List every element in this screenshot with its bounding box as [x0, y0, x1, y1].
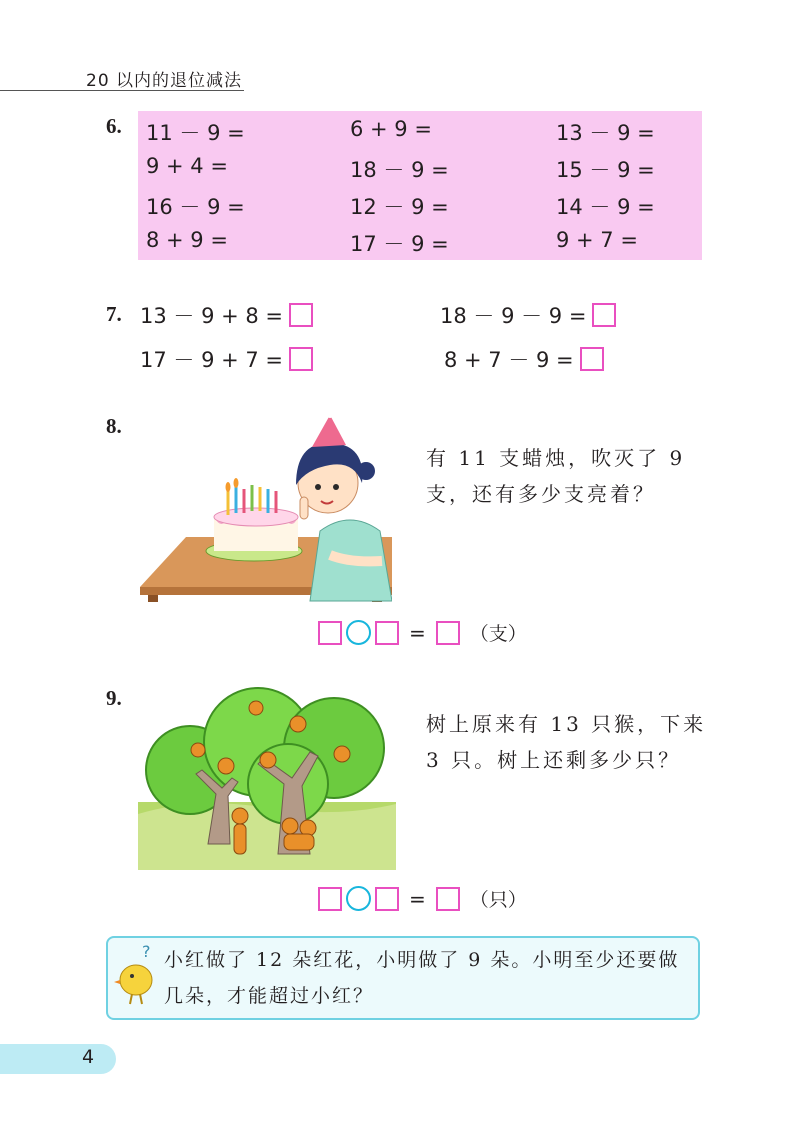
question-9-number: 9. [106, 686, 122, 710]
chain-calc-item [440, 300, 616, 330]
chain-calc-expression: 8 + 7 － 9 = [444, 348, 574, 372]
operand-box[interactable] [375, 621, 399, 645]
word-problem-line: 有 11 支蜡烛，吹灭了 9 [426, 446, 686, 470]
answer-box[interactable] [580, 347, 604, 371]
operand-box[interactable] [318, 621, 342, 645]
word-problem-line: 支，还有多少支亮着？ [426, 482, 656, 506]
result-box[interactable] [436, 887, 460, 911]
operand-box[interactable] [318, 887, 342, 911]
chain-calc-item [140, 300, 313, 330]
answer-equation [318, 885, 527, 912]
tip-text [164, 942, 679, 1014]
chapter-title: 20 以内的退位减法 [86, 71, 243, 91]
operator-circle[interactable] [346, 886, 371, 911]
chain-calc-expression: 18 － 9 － 9 = [440, 304, 587, 328]
drill-item: 9 + 4 = [146, 154, 228, 178]
question-7-number: 7. [106, 302, 122, 326]
answer-box[interactable] [289, 303, 313, 327]
drill-item: 8 + 9 = [146, 228, 228, 252]
drill-panel [138, 111, 702, 260]
unit-label: （支） [469, 623, 527, 645]
word-problem-line: 树上原来有 13 只猴，下来 [426, 712, 707, 736]
birthday-girl-illustration [140, 405, 392, 602]
page-number: 4 [82, 1046, 95, 1068]
chain-calc-item [140, 344, 313, 374]
drill-item: 6 + 9 = [350, 117, 432, 141]
result-box[interactable] [436, 621, 460, 645]
tip-line: 几朵，才能超过小红？ [164, 985, 375, 1007]
drill-item: 14 － 9 = [556, 195, 655, 219]
drill-item: 11 － 9 = [146, 121, 245, 145]
answer-box[interactable] [592, 303, 616, 327]
drill-item: 12 － 9 = [350, 195, 449, 219]
operator-circle[interactable] [346, 620, 371, 645]
drill-item: 13 － 9 = [556, 121, 655, 145]
question-mark: ? [142, 942, 151, 961]
word-problem-text [426, 706, 706, 778]
chain-calc-expression: 17 － 9 + 7 = [140, 348, 284, 372]
chain-calc-item [444, 344, 604, 374]
drill-item: 18 － 9 = [350, 158, 449, 182]
answer-box[interactable] [289, 347, 313, 371]
drill-item: 15 － 9 = [556, 158, 655, 182]
drill-item: 16 － 9 = [146, 195, 245, 219]
equals-sign: = [409, 886, 426, 911]
chain-calc-expression: 13 － 9 + 8 = [140, 304, 284, 328]
unit-label: （只） [469, 889, 527, 911]
word-problem-line: 3 只。树上还剩多少只？ [426, 748, 682, 772]
header-rule [0, 90, 244, 91]
word-problem-text [426, 440, 685, 512]
drill-item: 9 + 7 = [556, 228, 638, 252]
question-8-number: 8. [106, 414, 122, 438]
operand-box[interactable] [375, 887, 399, 911]
thinking-chick-icon [114, 946, 162, 1006]
page-number-tab [0, 1044, 116, 1074]
drill-item: 17 － 9 = [350, 232, 449, 256]
equals-sign: = [409, 620, 426, 645]
question-6-number: 6. [106, 114, 122, 138]
monkey-tree-illustration [138, 684, 396, 870]
thinking-tip-box [106, 936, 700, 1020]
tip-line: 小红做了 12 朵红花，小明做了 9 朵。小明至少还要做 [164, 949, 680, 971]
answer-equation [318, 619, 527, 646]
